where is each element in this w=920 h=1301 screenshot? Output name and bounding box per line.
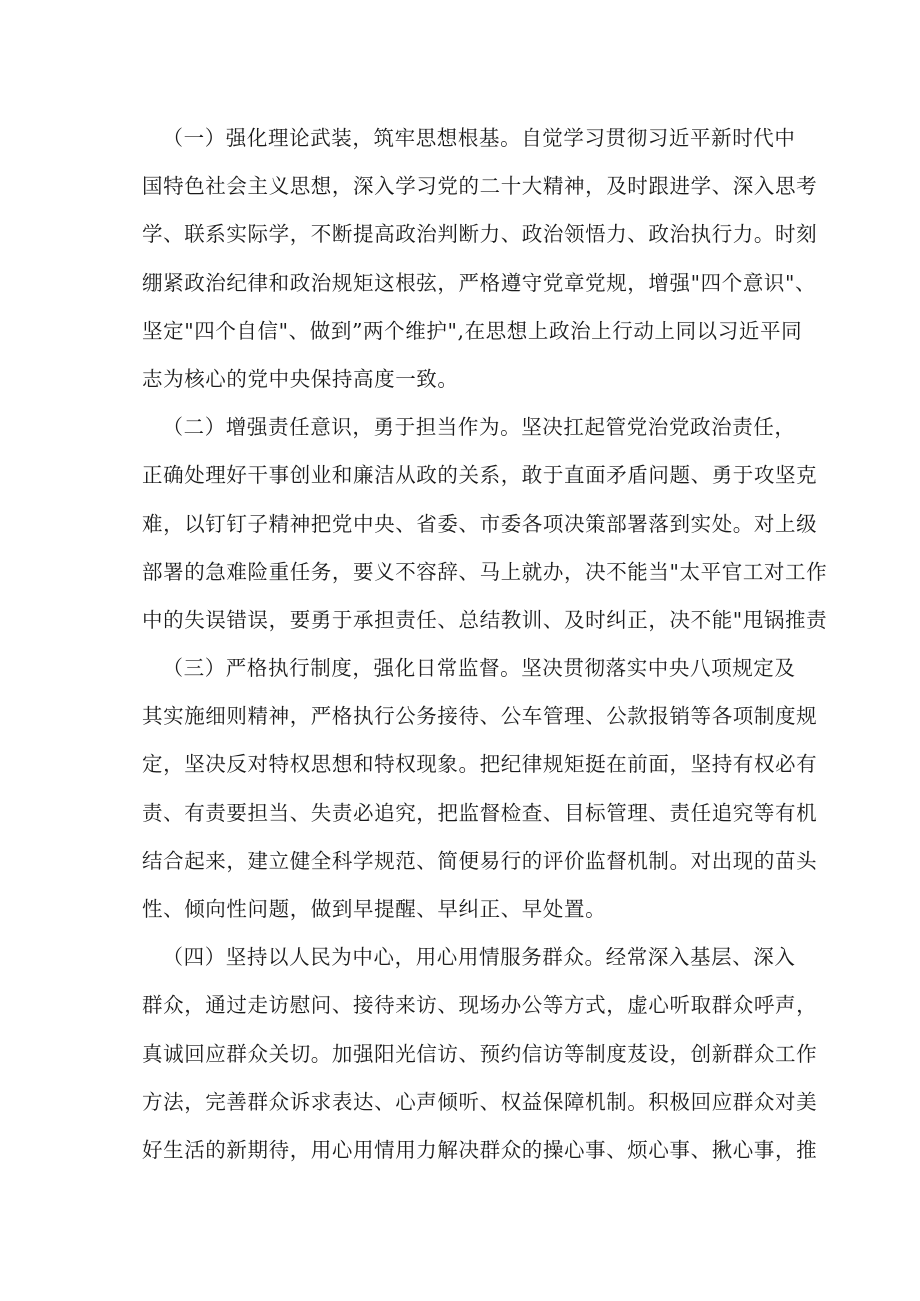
paragraph-2 [142,403,828,644]
paragraph-line: 中的失误错误，要勇于承担责任、总结教训、及时纠正，决不能"甩锅推责 [142,607,828,632]
paragraph-line: （三）严格执行制度，强化日常监督。坚决贯彻落实中央八项规定及 [162,656,796,681]
paragraph-line: 好生活的新期待，用心用情用力解决群众的操心事、烦心事、揪心事，推 [142,1137,818,1162]
paragraph-line: 绷紧政治纪律和政治规矩这根弦，严格遵守党章党规，增强"四个意识"、 [142,270,817,295]
document-body [142,114,828,1174]
paragraph-line: 方法，完善群众诉求表达、心声倾听、权益保障机制。积极回应群众对美 [142,1089,818,1114]
paragraph-line: 坚定"四个自信"、做到”两个维护",在思想上政治上行动上同以习近平同 [142,318,803,343]
paragraph-line: 性、倾向性问题，做到早提醒、早纠正、早处置。 [142,897,607,921]
paragraph-line: 群众，通过走访慰问、接待来访、现场办公等方式，虚心听取群众呼声， [142,993,818,1018]
paragraph-line: 国特色社会主义思想，深入学习党的二十大精神，及时跟进学、深入思考 [142,174,818,199]
paragraph-line: （四）坚持以人民为中心，用心用情服务群众。经常深入基层、深入 [162,945,796,970]
paragraph-line: 志为核心的党中央保持高度一致。 [142,366,459,391]
paragraph-line: 难，以钉钉子精神把党中央、省委、市委各项决策部署落到实处。对上级 [142,511,818,536]
paragraph-3 [142,644,818,933]
paragraph-line: 定，坚决反对特权思想和特权现象。把纪律规矩挺在前面，坚持有权必有 [142,752,818,777]
paragraph-4 [142,933,818,1174]
paragraph-line: 学、联系实际学，不断提高政治判断力、政治领悟力、政治执行力。时刻 [142,222,818,247]
paragraph-1 [142,114,818,403]
paragraph-line: 责、有责要担当、失责必追究，把监督检查、目标管理、责任追究等有机 [142,800,818,825]
paragraph-line: 正确处理好干事创业和廉洁从政的关系，敢于直面矛盾问题、勇于攻坚克 [142,463,818,488]
paragraph-line: 部署的急难险重任务，要义不容辞、马上就办，决不能当"太平官工对工作 [142,559,828,584]
paragraph-line: 结合起来，建立健全科学规范、简便易行的评价监督机制。对出现的苗头 [142,848,818,873]
paragraph-line: （一）强化理论武装，筑牢思想根基。自觉学习贯彻习近平新时代中 [162,126,796,150]
paragraph-line: （二）增强责任意识，勇于担当作为。坚决扛起管党治党政治责任， [162,415,796,440]
paragraph-line: 真诚回应群众关切。加强阳光信访、预约信访等制度芨设，创新群众工作 [142,1041,818,1066]
paragraph-line: 其实施细则精神，严格执行公务接待、公车管理、公款报销等各项制度规 [142,704,818,729]
